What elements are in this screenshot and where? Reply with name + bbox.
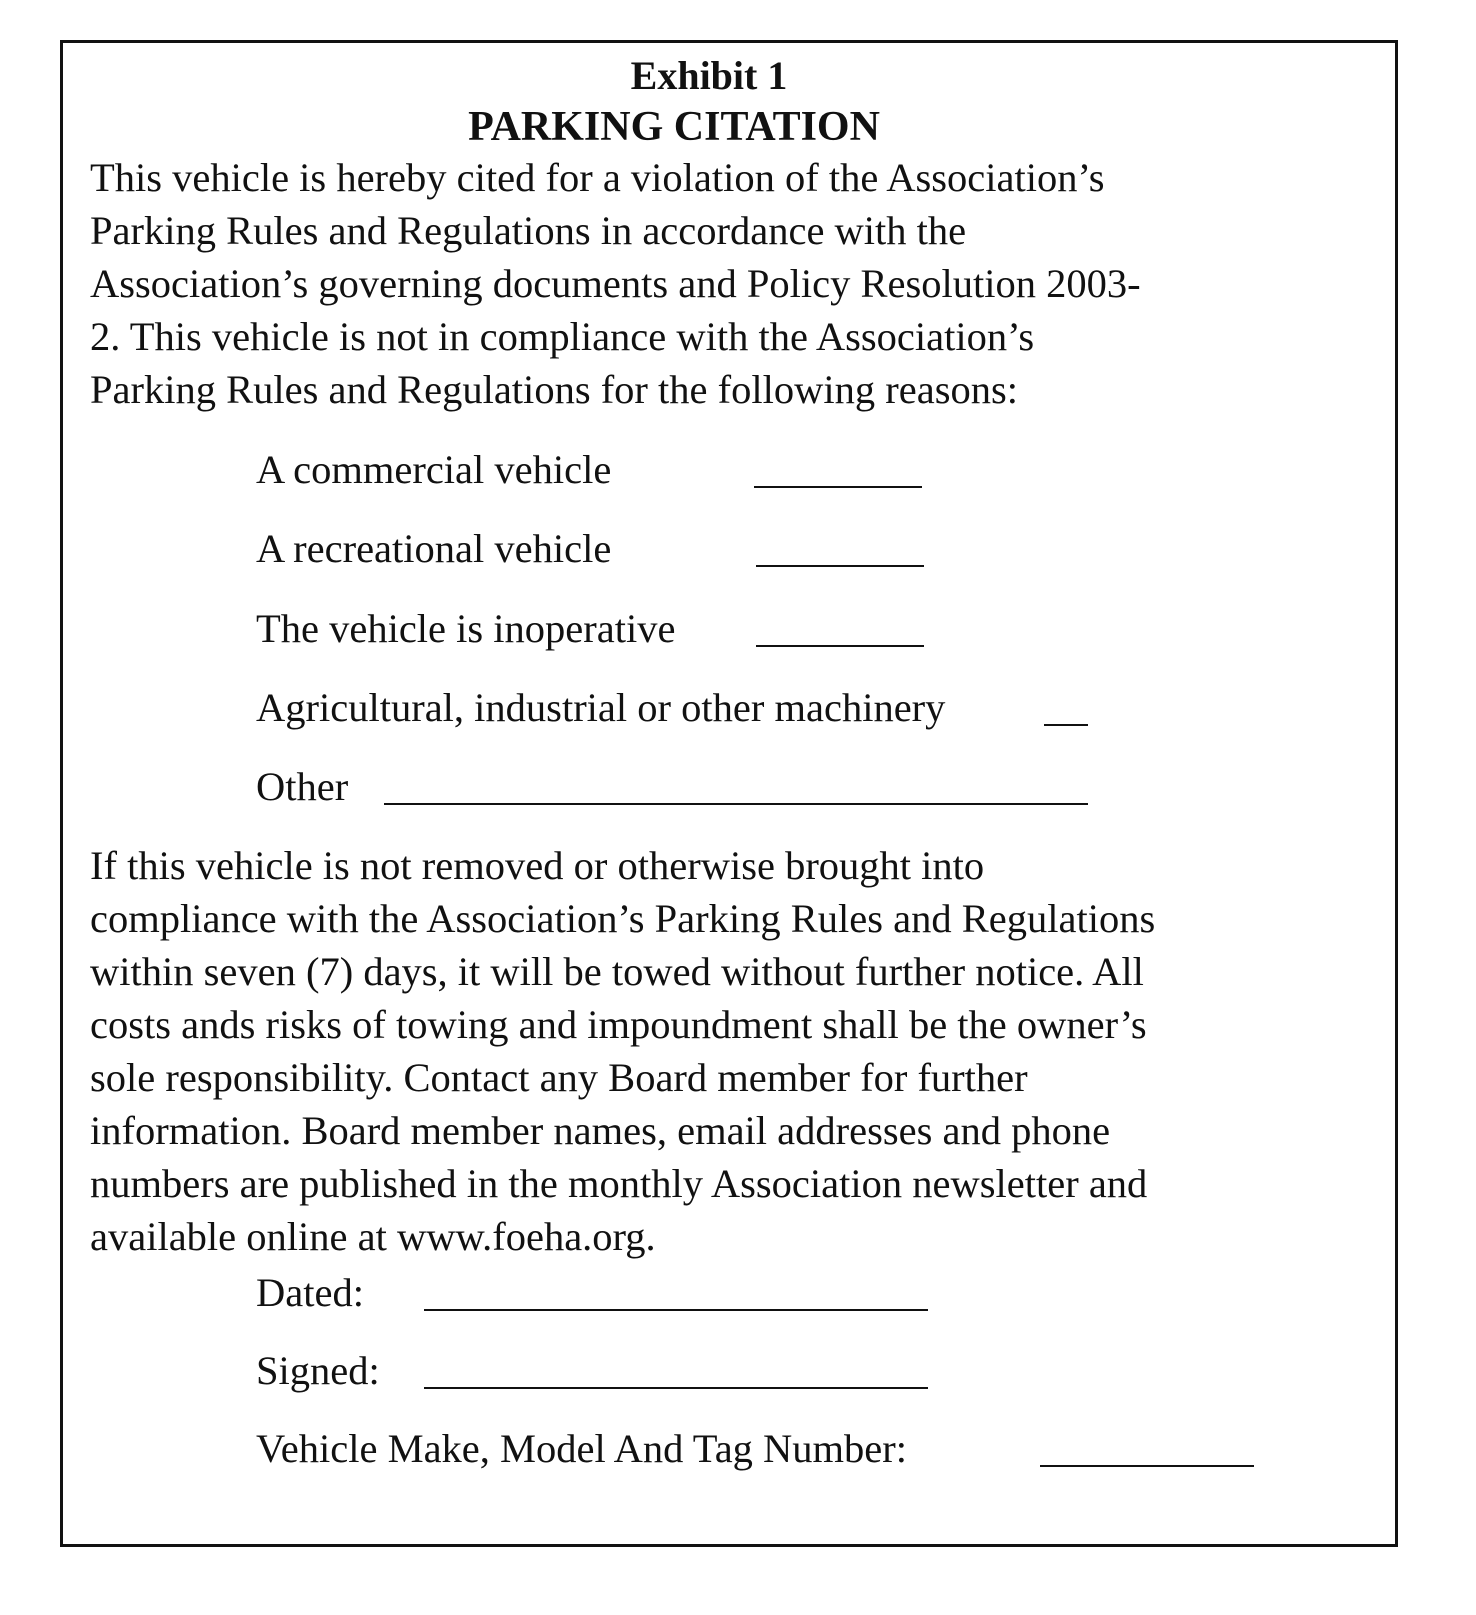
reason-machinery-label: Agricultural, industrial or other machinery <box>256 685 946 730</box>
reason-recreational-label: A recreational vehicle <box>256 526 612 571</box>
notice-line-3: within seven (7) days, it will be towed without further notice. All <box>90 949 1144 994</box>
intro-line-5: Parking Rules and Regulations for the following reasons: <box>90 367 1018 412</box>
reason-inoperative-label: The vehicle is inoperative <box>256 606 676 651</box>
signed-blank[interactable] <box>424 1387 928 1389</box>
intro-line-4: 2. This vehicle is not in compliance with the Association’s <box>90 314 1035 359</box>
vehicle-info-label: Vehicle Make, Model And Tag Number: <box>256 1426 908 1471</box>
intro-line-3: Association’s governing documents and Policy Resolution 2003- <box>90 261 1141 306</box>
exhibit-label: Exhibit 1 <box>630 53 788 98</box>
intro-line-2: Parking Rules and Regulations in accordance with the <box>90 208 967 253</box>
notice-line-6: information. Board member names, email addresses and phone <box>90 1108 1111 1153</box>
notice-line-2: compliance with the Association’s Parking Rules and Regulations <box>90 896 1156 941</box>
signed-label: Signed: <box>256 1348 380 1393</box>
notice-line-8: available online at www.foeha.org. <box>90 1214 656 1259</box>
notice-line-5: sole responsibility. Contact any Board member for further <box>90 1055 1028 1100</box>
vehicle-info-blank[interactable] <box>1040 1465 1254 1467</box>
reason-inoperative-blank[interactable] <box>756 645 924 647</box>
reason-recreational-blank[interactable] <box>756 565 924 567</box>
notice-line-4: costs ands risks of towing and impoundment shall be the owner’s <box>90 1002 1147 1047</box>
dated-blank[interactable] <box>424 1309 928 1311</box>
citation-heading: PARKING CITATION <box>468 104 880 150</box>
reason-commercial-blank[interactable] <box>754 486 922 488</box>
reason-commercial-label: A commercial vehicle <box>256 447 612 492</box>
notice-line-1: If this vehicle is not removed or otherwise brought into <box>90 843 985 888</box>
reason-machinery-blank[interactable] <box>1044 724 1088 726</box>
reason-other-label: Other <box>256 764 349 809</box>
dated-label: Dated: <box>256 1270 364 1315</box>
reason-other-blank[interactable] <box>384 803 1088 805</box>
intro-line-1: This vehicle is hereby cited for a violation of the Association’s <box>90 155 1105 200</box>
notice-line-7: numbers are published in the monthly Association newsletter and <box>90 1161 1148 1206</box>
